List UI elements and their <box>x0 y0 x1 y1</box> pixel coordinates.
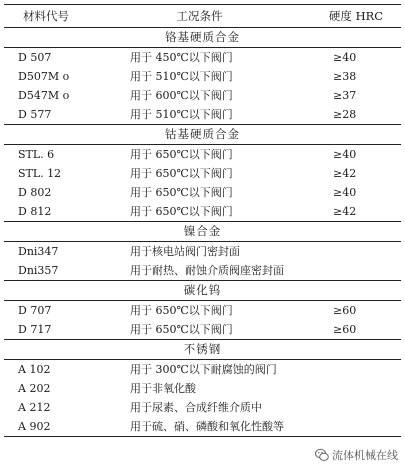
condition-cell: 用于 650℃以下阀门 <box>130 304 233 317</box>
table-row <box>4 86 401 105</box>
table-row <box>4 48 401 68</box>
table-row <box>4 242 401 262</box>
code-cell: D 802 <box>18 186 52 199</box>
table-row <box>4 261 401 281</box>
condition-cell: 用于 650℃以下阀门 <box>130 148 233 161</box>
table-row <box>4 398 401 417</box>
table-row <box>4 164 401 183</box>
section-header-row <box>4 340 401 360</box>
hardness-cell: ≥42 <box>333 205 357 218</box>
condition-cell: 用于 650℃以下阀门 <box>130 205 233 218</box>
section-header-row <box>4 28 401 48</box>
hardness-cell: ≥40 <box>333 186 357 199</box>
code-cell: D 577 <box>18 108 52 121</box>
condition-cell: 用于 510℃以下阀门 <box>130 70 233 83</box>
condition-cell: 用于 300℃以下耐腐蚀的阀门 <box>130 363 277 376</box>
table-row <box>4 183 401 202</box>
condition-cell: 用于核电站阀门密封面 <box>130 245 240 258</box>
hardness-cell <box>311 360 401 380</box>
code-cell: A 102 <box>18 363 51 376</box>
code-cell: D547M o <box>18 89 70 102</box>
hardness-cell: ≥37 <box>333 89 357 102</box>
condition-cell: 用于 650℃以下阀门 <box>130 186 233 199</box>
table-row <box>4 301 401 321</box>
section-header-row <box>4 125 401 145</box>
section-title: 碳化钨 <box>4 281 401 301</box>
hardness-cell: ≥60 <box>333 323 357 336</box>
header-condition: 工况条件 <box>88 5 311 28</box>
condition-cell: 用于耐热、耐蚀介质阀座密封面 <box>130 264 284 277</box>
header-code: 材料代号 <box>4 5 88 28</box>
table-row <box>4 417 401 437</box>
condition-cell: 用于 650℃以下阀门 <box>130 167 233 180</box>
hardness-cell: ≥28 <box>333 108 357 121</box>
section-header-row <box>4 222 401 242</box>
table-row <box>4 67 401 86</box>
hardness-cell: ≥60 <box>333 304 357 317</box>
condition-cell: 用于 510℃以下阀门 <box>130 108 233 121</box>
condition-cell: 用于硫、硝、磷酸和氧化性酸等 <box>88 417 311 437</box>
condition-cell: 用于非氧化酸 <box>130 382 196 395</box>
hardness-cell <box>311 398 401 417</box>
header-row <box>4 5 401 28</box>
code-cell: D507M o <box>18 70 70 83</box>
condition-cell: 用于尿素、合成纤维介质中 <box>130 401 262 414</box>
header-hardness: 硬度 HRC <box>311 5 401 28</box>
watermark-text: 流体机械在线 <box>332 449 398 462</box>
code-cell: A 212 <box>18 401 51 414</box>
code-cell: A 202 <box>18 382 51 395</box>
condition-cell: 用于 650℃以下阀门 <box>130 323 233 336</box>
table-row <box>4 320 401 340</box>
section-title: 镍合金 <box>4 222 401 242</box>
code-cell: STL. 6 <box>18 148 55 161</box>
code-cell: Dni347 <box>18 245 59 258</box>
condition-cell: 用于 450℃以下阀门 <box>130 51 233 64</box>
hardness-cell <box>311 417 401 437</box>
condition-cell: 用于 600℃以下阀门 <box>130 89 233 102</box>
code-cell: Dni357 <box>18 264 59 277</box>
code-cell: A 902 <box>4 417 88 437</box>
section-header-row <box>4 281 401 301</box>
section-title: 不锈钢 <box>4 340 401 360</box>
table-row <box>4 105 401 125</box>
material-table <box>4 4 401 437</box>
hardness-cell <box>311 242 401 262</box>
section-title: 铬基硬质合金 <box>4 28 401 48</box>
hardness-cell: ≥40 <box>333 148 357 161</box>
wechat-icon <box>315 448 329 462</box>
watermark <box>312 446 401 464</box>
code-cell: D 707 <box>18 304 52 317</box>
code-cell: D 812 <box>18 205 52 218</box>
table-row <box>4 379 401 398</box>
hardness-cell: ≥40 <box>333 51 357 64</box>
table-row <box>4 145 401 165</box>
hardness-cell <box>311 379 401 398</box>
hardness-cell: ≥38 <box>333 70 357 83</box>
code-cell: STL. 12 <box>18 167 62 180</box>
code-cell: D 507 <box>18 51 52 64</box>
hardness-cell: ≥42 <box>333 167 357 180</box>
section-title: 钴基硬质合金 <box>4 125 401 145</box>
code-cell: D 717 <box>18 323 52 336</box>
table-row <box>4 202 401 222</box>
table-row <box>4 360 401 380</box>
hardness-cell <box>311 261 401 281</box>
